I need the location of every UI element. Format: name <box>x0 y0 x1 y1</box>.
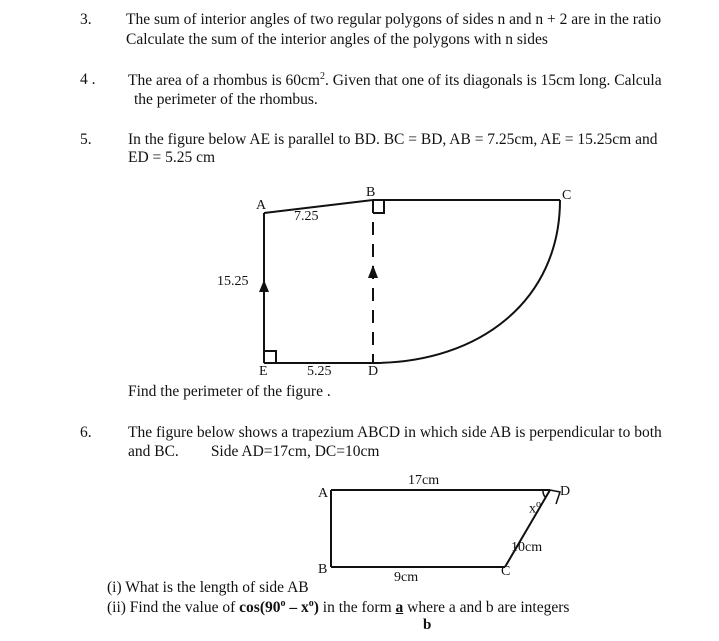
fig5-label-d: D <box>368 364 379 379</box>
fig6-label-bc: 9cm <box>394 570 419 585</box>
fig5-label-ab: 7.25 <box>294 209 319 224</box>
q6-p2-f: where a and b are integers <box>403 599 570 617</box>
fig5-label-ed: 5.25 <box>307 364 332 379</box>
question-5-line-1: In the figure below AE is parallel to BD. BC = BD, AB = 7.25cm, AE = 15.25cm and <box>128 131 658 148</box>
fig6-x: x <box>529 501 536 517</box>
question-4-number: 4 . <box>80 71 96 88</box>
q6-p2-c: – x <box>285 599 309 617</box>
fig5-label-b: B <box>366 185 376 200</box>
fig6-label-c: C <box>501 564 511 579</box>
fig6-label-dc: 10cm <box>511 540 543 555</box>
q6-p2-a-var: a <box>395 599 404 617</box>
question-5-line-3: Find the perimeter of the figure . <box>128 383 331 400</box>
question-4-line-2: the perimeter of the rhombus. <box>134 91 318 108</box>
q6-p2-e: in the form <box>318 599 396 617</box>
question-5-number: 5. <box>80 131 92 148</box>
question-6-part-1: (i) What is the length of side AB <box>107 579 309 596</box>
q6-p2-sup2: o <box>308 598 314 609</box>
fig5-label-c: C <box>562 188 572 203</box>
question-3-line-2: Calculate the sum of the interior angles of the polygons with n sides <box>126 31 548 48</box>
q6-p2-a: (ii) Find the value of <box>107 599 240 617</box>
fig5-label-a: A <box>256 198 267 213</box>
q4-text-a: The area of a rhombus is 60cm <box>128 72 320 90</box>
question-6-line-1: The figure below shows a trapezium ABCD in which side AB is perpendicular to both <box>128 424 662 441</box>
question-6-number: 6. <box>80 424 92 441</box>
q6-p2-b: cos(90 <box>239 599 281 617</box>
question-6-part-2 <box>107 598 569 617</box>
question-3-line-1: The sum of interior angles of two regular polygons of sides n and n + 2 are in the ratio <box>126 11 662 28</box>
q6-p2-d: ) <box>313 599 319 617</box>
fraction-denominator: b <box>423 617 432 633</box>
q4-sup: 2 <box>319 71 325 82</box>
question-5-line-2: ED = 5.25 cm <box>128 149 216 166</box>
fig5-label-e: E <box>259 364 268 379</box>
q6-p2-sup1: o <box>280 598 286 609</box>
fig6-label-d: D <box>560 484 571 499</box>
q6-line2-b: Side AD=17cm, DC=10cm <box>210 443 380 460</box>
q4-text-b: . Given that one of its diagonals is 15cm long. Calcula <box>324 72 662 90</box>
q6-line2-a: and BC. <box>128 443 179 460</box>
fig6-label-b: B <box>318 562 328 577</box>
fig6-label-a: A <box>318 486 329 501</box>
question-3-number: 3. <box>80 11 92 28</box>
fig6-label-angle-x <box>529 499 541 518</box>
fig5-label-ae: 15.25 <box>217 274 249 289</box>
fig6-x-sup: o <box>536 499 541 510</box>
fig6-label-ad: 17cm <box>408 473 440 488</box>
